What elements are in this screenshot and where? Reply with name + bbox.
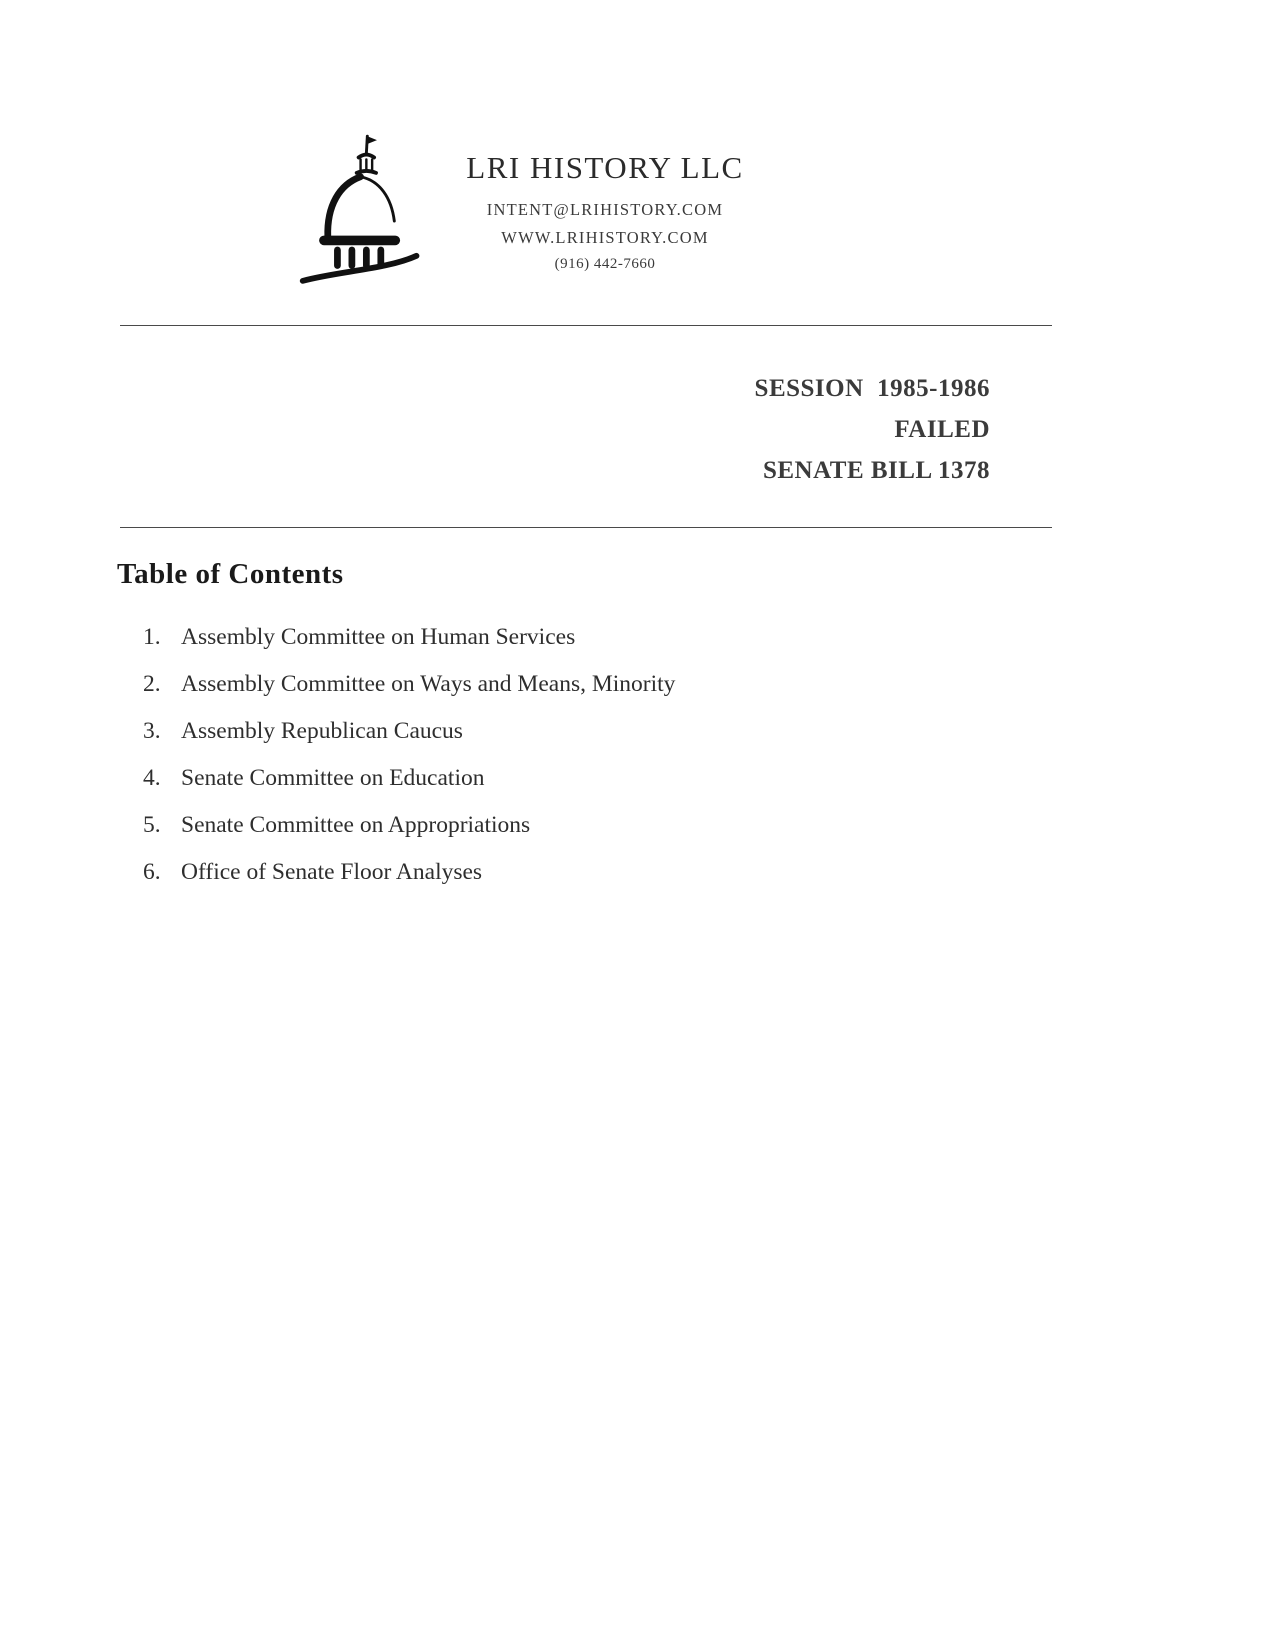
toc-item-number: 2. — [143, 671, 161, 697]
toc-item-label: Assembly Republican Caucus — [181, 718, 463, 744]
toc-item-number: 6. — [143, 859, 161, 885]
session-block — [755, 368, 990, 491]
toc-item — [143, 671, 943, 718]
toc-item — [143, 718, 943, 765]
company-website: WWW.LRIHISTORY.COM — [501, 228, 709, 247]
divider-bottom — [120, 527, 1052, 528]
toc-item-label: Assembly Committee on Ways and Means, Minority — [181, 671, 676, 697]
toc-item-number: 5. — [143, 812, 161, 838]
flag-icon — [367, 136, 377, 144]
toc-item — [143, 859, 943, 906]
letterhead — [0, 128, 1276, 298]
toc-item — [143, 765, 943, 812]
company-email: INTENT@LRIHISTORY.COM — [486, 200, 724, 219]
toc-item-number: 4. — [143, 765, 161, 791]
letterhead-text — [430, 150, 780, 273]
toc-item-label: Assembly Committee on Human Services — [181, 624, 576, 650]
toc-item-label: Senate Committee on Education — [181, 765, 485, 791]
session-label: SESSION 1985-1986 — [754, 375, 990, 402]
toc-item-label: Senate Committee on Appropriations — [181, 812, 531, 838]
toc-item-number: 1. — [143, 624, 161, 650]
bill-status: FAILED — [894, 416, 990, 443]
company-name: LRI HISTORY LLC — [466, 150, 744, 185]
toc-list — [143, 624, 943, 906]
divider-top — [120, 325, 1052, 326]
bill-number: SENATE BILL 1378 — [762, 457, 990, 484]
company-phone: (916) 442-7660 — [554, 256, 656, 272]
toc-item — [143, 624, 943, 671]
toc-title: Table of Contents — [117, 558, 344, 590]
capitol-logo-icon — [295, 128, 430, 293]
toc-item — [143, 812, 943, 859]
toc-item-label: Office of Senate Floor Analyses — [181, 859, 483, 885]
toc-item-number: 3. — [143, 718, 161, 744]
